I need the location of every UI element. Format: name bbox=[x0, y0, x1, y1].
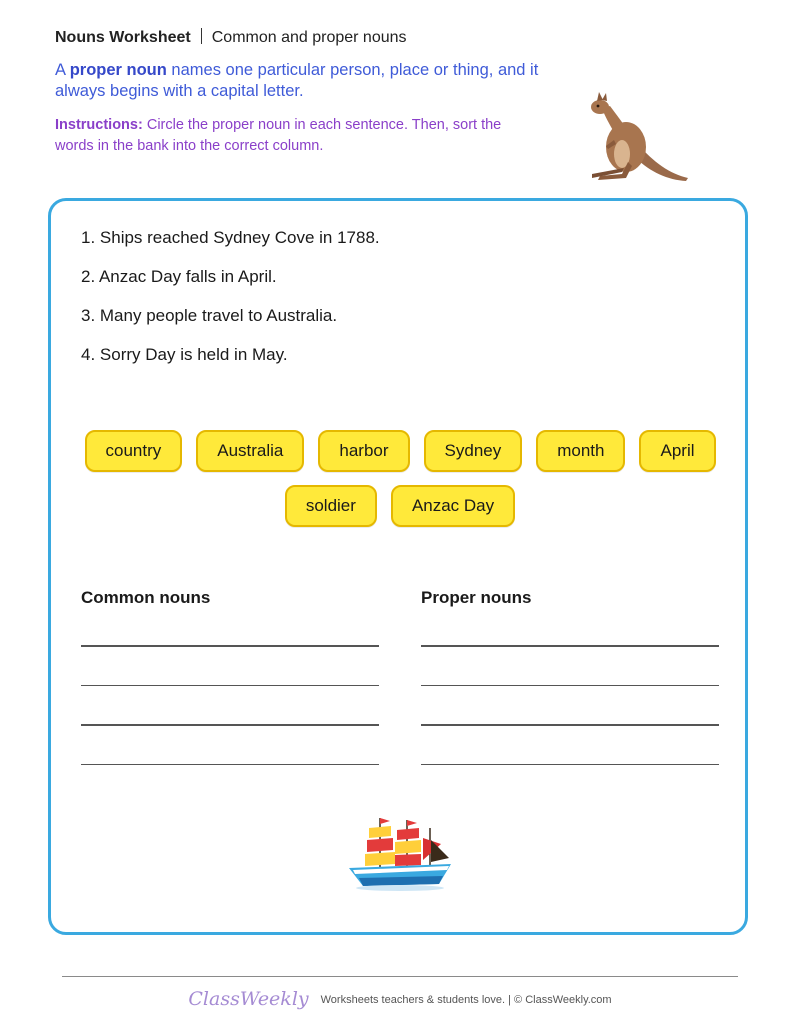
word-chip[interactable]: Anzac Day bbox=[391, 485, 515, 527]
answer-line[interactable] bbox=[421, 764, 719, 766]
word-bank bbox=[60, 430, 740, 540]
answer-line[interactable] bbox=[81, 685, 379, 687]
proper-nouns-column bbox=[421, 587, 719, 765]
answer-line[interactable] bbox=[81, 645, 379, 647]
word-bank-row bbox=[60, 430, 740, 472]
ship-icon bbox=[345, 810, 455, 892]
instructions-body: Circle the proper noun in each sentence. Then, sort the words in the bank into the correct column. bbox=[55, 117, 502, 154]
word-chip[interactable]: harbor bbox=[318, 430, 409, 472]
footer-divider bbox=[62, 976, 738, 977]
instructions-text bbox=[55, 115, 525, 157]
common-nouns-heading: Common nouns bbox=[81, 588, 211, 607]
definition-term: proper noun bbox=[69, 61, 167, 79]
proper-nouns-heading: Proper nouns bbox=[421, 588, 532, 607]
answer-line[interactable] bbox=[421, 685, 719, 687]
classweekly-logo[interactable]: ClassWeekly bbox=[188, 988, 309, 1010]
worksheet-subtitle: Common and proper nouns bbox=[211, 29, 407, 46]
word-chip[interactable]: April bbox=[639, 430, 715, 472]
common-nouns-column bbox=[81, 587, 379, 765]
sentence-item[interactable]: 4. Sorry Day is held in May. bbox=[81, 345, 288, 364]
word-chip[interactable]: country bbox=[85, 430, 183, 472]
word-chip[interactable]: Australia bbox=[196, 430, 304, 472]
answer-line[interactable] bbox=[81, 764, 379, 766]
answer-line[interactable] bbox=[421, 645, 719, 647]
sentence-item[interactable]: 3. Many people travel to Australia. bbox=[81, 306, 338, 325]
sentence-item[interactable]: 1. Ships reached Sydney Cove in 1788. bbox=[81, 228, 380, 247]
footer-tagline: Worksheets teachers & students love. | © ClassWeekly.com bbox=[320, 994, 612, 1006]
page-header bbox=[55, 28, 407, 47]
word-chip[interactable]: soldier bbox=[285, 485, 377, 527]
definition-prefix: A bbox=[55, 61, 70, 79]
worksheet-title: Nouns Worksheet bbox=[55, 29, 191, 46]
word-bank-row bbox=[60, 485, 740, 527]
instructions-label: Instructions: bbox=[55, 117, 143, 133]
header-divider bbox=[201, 28, 202, 44]
kangaroo-icon bbox=[578, 92, 690, 184]
definition-text bbox=[55, 60, 575, 102]
definition-rest: names one particular person, place or thing, and it always begins with a capital letter. bbox=[55, 61, 539, 100]
answer-line[interactable] bbox=[81, 724, 379, 726]
word-chip[interactable]: Sydney bbox=[424, 430, 523, 472]
sentence-list bbox=[81, 227, 380, 383]
word-chip[interactable]: month bbox=[536, 430, 625, 472]
page-footer bbox=[0, 988, 800, 1010]
sentence-item[interactable]: 2. Anzac Day falls in April. bbox=[81, 267, 277, 286]
answer-line[interactable] bbox=[421, 724, 719, 726]
